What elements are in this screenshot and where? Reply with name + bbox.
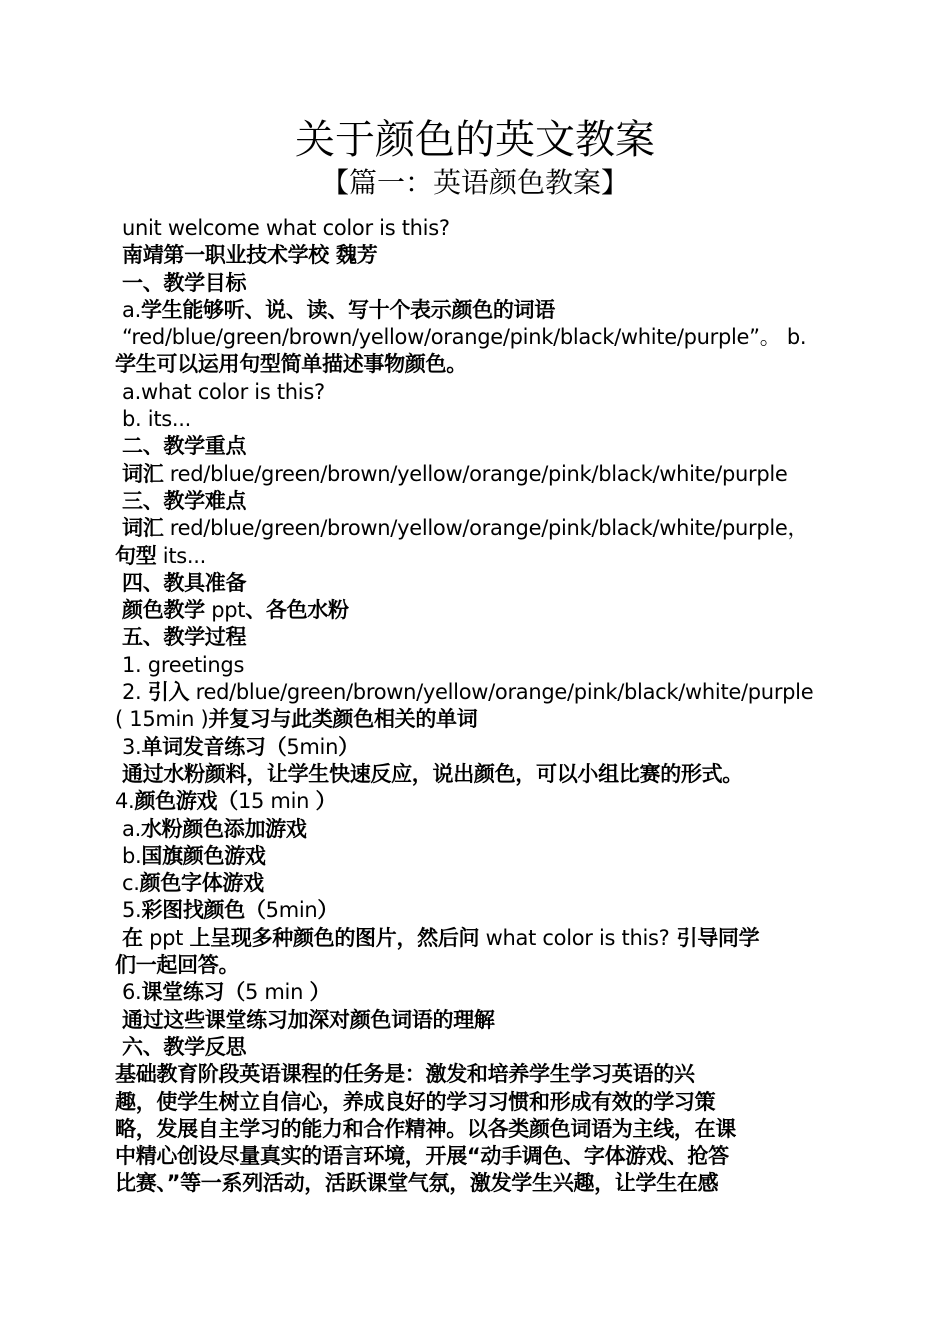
- materials-line: 颜色教学 ppt、各色水粉: [122, 598, 349, 623]
- objective-a: a.学生能够听、说、读、写十个表示颜色的词语: [122, 297, 555, 322]
- step-5-detail: 在 ppt 上呈现多种颜色的图片，然后问 what color is this? 引导同学: [122, 925, 760, 950]
- step-5-detail-cont: 们一起回答。: [115, 953, 240, 978]
- heading-objectives: 一、教学目标: [122, 270, 247, 295]
- sentence-a: a.what color is this?: [122, 379, 325, 404]
- author-line: 南靖第一职业技术学校 魏芳: [122, 243, 378, 268]
- heading-process: 五、教学过程: [122, 625, 247, 650]
- difficulties-vocab: 词汇 red/blue/green/brown/yellow/orange/pink/black/white/purple，: [122, 516, 809, 541]
- color-words-line: “red/blue/green/brown/yellow/orange/pink/black/white/purple”。 b.: [122, 325, 807, 350]
- reflection-line-5: 比赛、”等一系列活动，活跃课堂气氛，激发学生兴趣，让学生在感: [115, 1171, 719, 1196]
- step-4-c: c.颜色字体游戏: [122, 871, 264, 896]
- step-2-cont: ( 15min )并复习与此类颜色相关的单词: [115, 707, 478, 732]
- step-1: 1. greetings: [122, 652, 245, 677]
- sentence-b: b. its...: [122, 407, 192, 432]
- document-title: 关于颜色的英文教案: [295, 117, 655, 163]
- step-4-b: b.国旗颜色游戏: [122, 843, 266, 868]
- difficulties-sentence: 句型 its...: [115, 543, 207, 568]
- step-3-detail: 通过水粉颜料，让学生快速反应，说出颜色，可以小组比赛的形式。: [122, 761, 743, 786]
- reflection-line-2: 趣，使学生树立自信心，养成良好的学习习惯和形成有效的学习策: [115, 1089, 716, 1114]
- heading-difficulties: 三、教学难点: [122, 488, 247, 513]
- heading-materials: 四、教具准备: [122, 570, 247, 595]
- document-body: [115, 215, 835, 1198]
- step-6: 6.课堂练习（5 min ）: [122, 980, 331, 1005]
- document-subtitle: 【篇一：英语颜色教案】: [320, 166, 629, 199]
- step-2: 2. 引入 red/blue/green/brown/yellow/orange/pink/black/white/purple: [122, 680, 814, 705]
- reflection-line-3: 略，发展自主学习的能力和合作精神。以各类颜色词语为主线，在课: [115, 1116, 736, 1141]
- reflection-line-4: 中精心创设尽量真实的语言环境，开展“动手调色、字体游戏、抢答: [115, 1144, 729, 1169]
- heading-reflection: 六、教学反思: [122, 1034, 247, 1059]
- step-5: 5.彩图找颜色（5min）: [122, 898, 339, 923]
- step-3: 3.单词发音练习（5min）: [122, 734, 359, 759]
- key-points-vocab: 词汇 red/blue/green/brown/yellow/orange/pink/black/white/purple: [122, 461, 788, 486]
- objective-b: 学生可以运用句型简单描述事物颜色。: [115, 352, 467, 377]
- step-4: 4.颜色游戏（15 min ）: [115, 789, 337, 814]
- heading-key-points: 二、教学重点: [122, 434, 247, 459]
- step-4-a: a.水粉颜色添加游戏: [122, 816, 307, 841]
- step-6-detail: 通过这些课堂练习加深对颜色词语的理解: [122, 1007, 495, 1032]
- unit-line: unit welcome what color is this?: [122, 216, 450, 240]
- reflection-line-1: 基础教育阶段英语课程的任务是：激发和培养学生学习英语的兴: [115, 1062, 695, 1087]
